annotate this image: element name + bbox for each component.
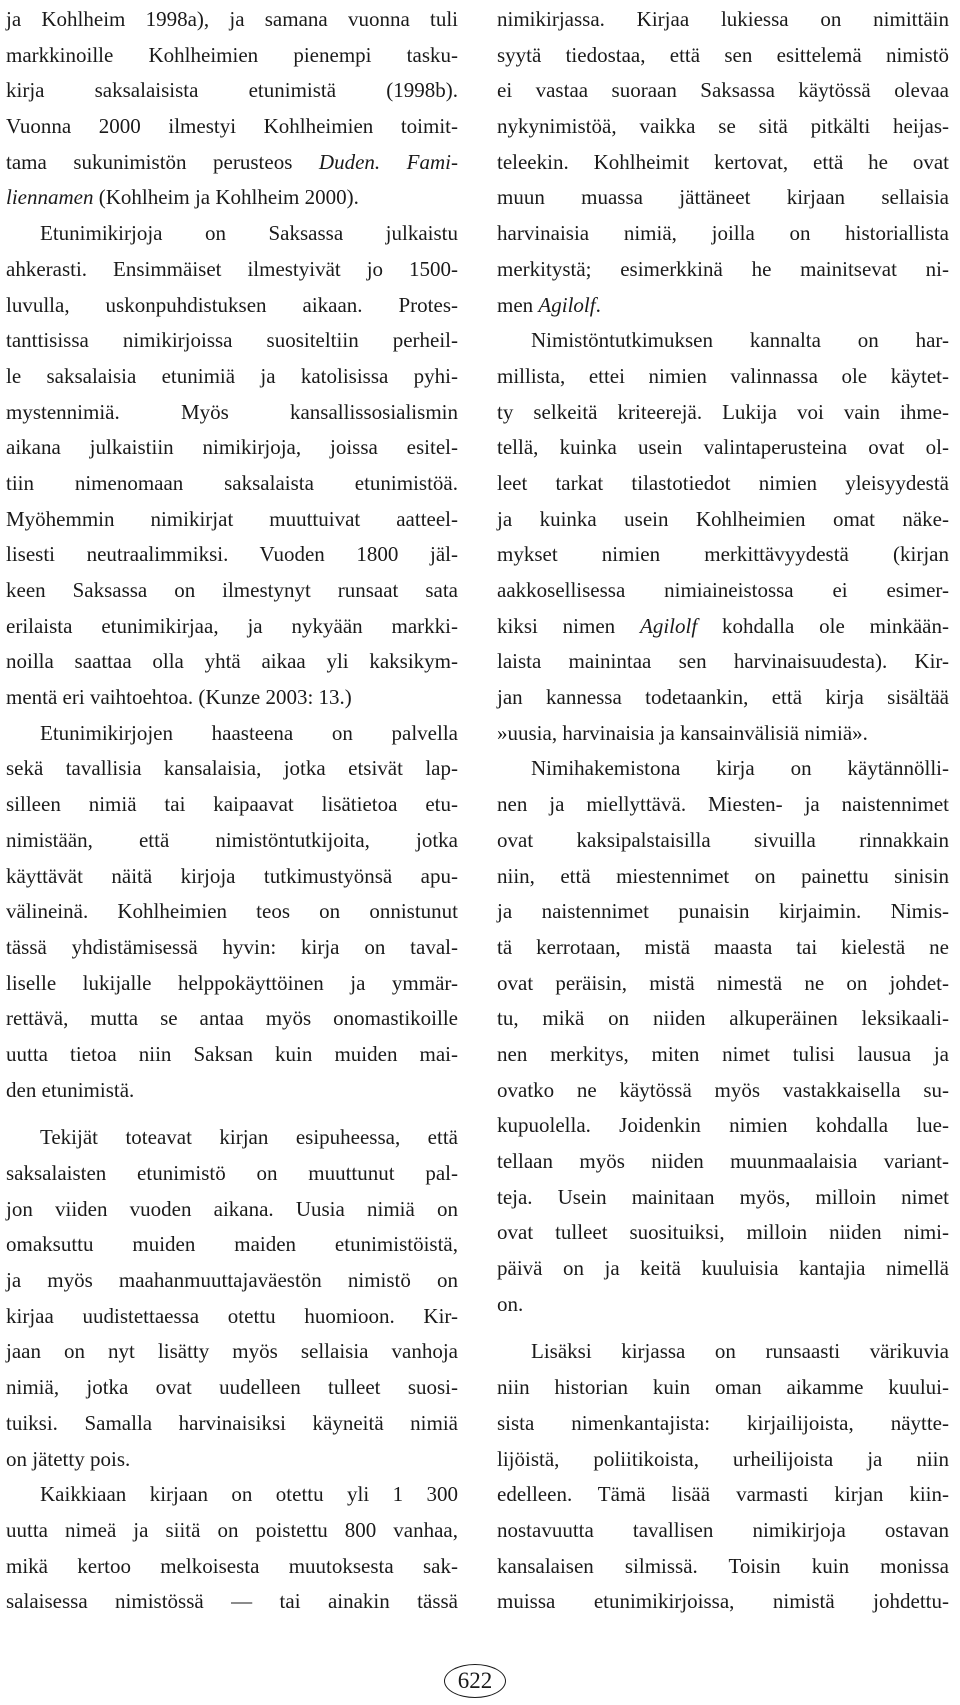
left-column [6,2,458,1620]
text-line [497,1513,949,1549]
line-text: ja Kohlheim 1998a), ja samana vuonna tuli [6,7,458,31]
text-line [497,573,949,609]
paragraph-gap [497,1322,949,1334]
line-text: sista nimenkantajista: kirjailijoista, näytte- [497,1410,949,1435]
line-text: tuiksi. Samalla harvinaisiksi käyneitä nimiä [6,1410,458,1435]
text-line [497,38,949,74]
text-line [6,609,458,645]
line-text: salaisessa nimistössä — tai ainakin tässä [6,1589,458,1614]
text-line [497,323,949,359]
text-line [497,716,949,752]
text-line [497,252,949,288]
line-text: kupuolella. Joidenkin nimien kohdalla lue- [497,1113,949,1138]
text-line [6,38,458,74]
text-line [6,716,458,752]
line-text: silleen nimiä tai kaipaavat lisätietoa etu- [6,792,458,817]
line-text: on jätetty pois. [6,1446,131,1471]
line-text: nen ja miellyttävä. Miesten- ja naistennimet [497,792,949,817]
line-text: mentä eri vaihtoehtoa. (Kunze 2003: 13.) [6,685,352,710]
line-text: leet tarkat tilastotiedot nimien yleisyydestä [497,470,949,495]
text-line [497,1442,949,1478]
line-text: uutta tietoa niin Saksan kuin muiden mai- [6,1041,458,1066]
italic-text: Duden. Fami- [318,149,458,174]
line-text: laista mainintaa sen harvinaisuudesta). Kir- [497,649,949,674]
line-text: syytä tiedostaa, että sen esittelemä nimistö [497,42,949,67]
line-text: Tekijät toteavat kirjan esipuheessa, että [40,1125,458,1150]
text-line [497,644,949,680]
text-line [6,359,458,395]
text-line [6,1073,458,1109]
line-text: tama sukunimistön perusteos [6,149,319,174]
line-text: millista, ettei nimien valinnassa ole käytet- [497,363,949,388]
text-line [6,502,458,538]
line-text: noilla saattaa olla yhtä aikaa yli kaksikym- [6,649,458,674]
line-text: merkitystä; esimerkkinä he mainitsevat ni- [497,256,949,281]
line-text: harvinaisia nimiä, joilla on historiallista [497,221,949,246]
text-line [497,180,949,216]
line-text: ovat kaksipalstaisilla sivuilla rinnakkain [497,827,949,852]
line-text: den etunimistä. [6,1077,135,1102]
line-text: erilaista etunimikirjaa, ja nykyään markki- [6,613,458,638]
line-text: markkinoille Kohlheimien pienempi tasku- [6,42,458,67]
line-text: niin, että miestennimet on painettu sinisin [497,863,949,888]
text-line [497,288,949,324]
text-line [6,966,458,1002]
text-line [497,109,949,145]
line-text: tä kerrotaan, mistä maasta tai kielestä ne [497,934,949,959]
text-line [497,1370,949,1406]
line-text: Kaikkiaan kirjaan on otettu yli 1 300 [40,1482,458,1507]
text-line [497,1108,949,1144]
line-text: edelleen. Tämä lisää varmasti kirjan kiin- [497,1482,949,1507]
text-line [6,1442,458,1478]
line-text: uutta nimeä ja siitä on poistettu 800 vanhaa, [6,1517,458,1542]
text-line [497,2,949,38]
line-text: niin historian kuin oman aikamme kuului- [497,1375,949,1400]
text-line [6,145,458,181]
text-line [497,930,949,966]
text-line [6,573,458,609]
text-line [497,1334,949,1370]
text-line [497,966,949,1002]
line-text: kohdalla ole minkään- [697,613,949,638]
text-line [497,395,949,431]
text-line [6,1299,458,1335]
line-text: tellä, kuinka usein valintaperusteina ovat ol- [497,435,949,460]
text-line [6,751,458,787]
line-text: omaksuttu muiden maiden etunimistöistä, [6,1232,458,1257]
line-text: kansalaisen silmissä. Toisin kuin monissa [497,1553,949,1578]
text-line [6,216,458,252]
line-text: aikana julkaistiin nimikirjoja, joissa esitel- [6,435,458,460]
line-text: (Kohlheim ja Kohlheim 2000). [93,185,359,210]
text-line [497,1180,949,1216]
line-text: ty selkeitä kriteerejä. Lukija voi vain ihme- [497,399,949,424]
line-text: välineinä. Kohlheimien teos on onnistunut [6,899,458,924]
line-text: teja. Usein mainitaan myös, milloin nimet [497,1184,949,1209]
text-line [497,1073,949,1109]
line-text: ei vastaa suoraan Saksassa käytössä olevaa [497,78,949,103]
text-line [497,359,949,395]
line-text: ja naistennimet punaisin kirjaimin. Nimis- [497,899,949,924]
text-line [497,1037,949,1073]
line-text: Etunimikirjoja on Saksassa julkaistu [40,221,458,246]
text-line [497,609,949,645]
line-text: lisesti neutraalimmiksi. Vuoden 1800 jäl- [6,542,458,567]
line-text: »uusia, harvinaisia ja kansainvälisiä nimiä». [497,720,868,745]
text-line [497,1584,949,1620]
text-line [6,930,458,966]
line-text: jon viiden vuoden aikana. Uusia nimiä on [6,1196,458,1221]
line-text: mykset nimien merkittävyydestä (kirjan [497,542,949,567]
page-number: 622 [444,1664,506,1698]
line-text: jaan on nyt lisätty myös sellaisia vanhoja [6,1339,458,1364]
text-line [497,1549,949,1585]
line-text: men [497,292,539,317]
text-line [6,323,458,359]
text-line [6,1406,458,1442]
text-line [6,1477,458,1513]
line-text: kirjaa uudistettaessa otettu huomioon. Kir- [6,1303,458,1328]
line-text: käyttävät näitä kirjoja tutkimustyönsä apu- [6,863,458,888]
line-text: nimiä, jotka ovat uudelleen tulleet suosi- [6,1375,458,1400]
line-text: Nimihakemistona kirja on käytännölli- [531,756,949,781]
paragraph-gap [6,1108,458,1120]
text-line [6,1513,458,1549]
line-text: mystennimiä. Myös kansallissosialismin [6,399,458,424]
text-line [497,1406,949,1442]
text-line [6,537,458,573]
text-line [497,216,949,252]
line-text: ovat tulleet suosituiksi, milloin niiden nimi- [497,1220,949,1245]
text-line [6,395,458,431]
line-text: jan kannessa todetaankin, että kirja sisältää [497,685,949,710]
line-text: ovatko ne käytössä myös vastakkaisella su- [497,1077,949,1102]
italic-text: liennamen [6,185,94,210]
line-text: tiin nimenomaan saksalaista etunimistöä. [6,470,458,495]
line-text: lijöistä, poliitikoista, urheilijoista ja niin [497,1446,949,1471]
text-line [6,180,458,216]
line-text: aakkosellisessa nimiaineistossa ei esimer- [497,578,949,602]
text-line [6,1192,458,1228]
text-line [6,1037,458,1073]
text-line [497,787,949,823]
right-column [497,2,949,1620]
text-line [6,1120,458,1156]
line-text: Etunimikirjojen haasteena on palvella [40,720,458,745]
line-text: muun muassa jättäneet kirjaan sellaisia [497,185,949,210]
line-text: nostavuutta tavallisen nimikirjoja ostavan [497,1517,949,1542]
text-line [6,1001,458,1037]
text-line [497,1001,949,1037]
text-line [497,502,949,538]
italic-text: Agilolf [538,292,596,317]
line-text: tu, mikä on niiden alkuperäinen leksikaali- [497,1006,949,1031]
line-text: keen Saksassa on ilmestynyt runsaat sata [6,578,458,602]
text-line [497,894,949,930]
text-line [6,2,458,38]
text-line [497,466,949,502]
line-text: tellaan myös niiden muunmaalaisia variant- [497,1149,949,1173]
text-line [6,1549,458,1585]
line-text: nen merkitys, miten nimet tulisi lausua ja [497,1041,949,1066]
text-line [6,1227,458,1263]
text-line [6,430,458,466]
italic-text: Agilolf [640,613,698,638]
text-line [6,1370,458,1406]
line-text: luvulla, uskonpuhdistuksen aikaan. Protes- [6,292,458,317]
text-line [6,73,458,109]
text-line [6,109,458,145]
line-text: kirja saksalaisista etunimistä (1998b). [6,78,458,103]
text-line [497,859,949,895]
line-text: . [595,292,601,317]
text-line [6,1584,458,1620]
line-text: ahkerasti. Ensimmäiset ilmestyivät jo 1500- [6,256,458,281]
text-line [6,466,458,502]
text-line [497,145,949,181]
line-text: Vuonna 2000 ilmestyi Kohlheimien toimit- [6,114,458,139]
text-line [497,751,949,787]
text-line [497,1287,949,1323]
line-text: on. [497,1291,524,1316]
text-line [497,680,949,716]
line-text: nimistään, että nimistöntutkijoita, jotka [6,827,458,852]
line-text: Nimistöntutkimuksen kannalta on har- [531,328,949,353]
line-text: ovat peräisin, mistä nimestä ne on johdet- [497,970,949,995]
text-line [6,1263,458,1299]
line-text: liselle lukijalle helppokäyttöinen ja ymmär- [6,970,458,995]
line-text: nykynimistöä, vaikka se sitä pitkälti heijas- [497,114,949,139]
text-line [6,859,458,895]
line-text: Lisäksi kirjassa on runsaasti värikuvia [531,1339,949,1364]
line-text: Myöhemmin nimikirjat muuttuivat aatteel- [6,506,458,531]
text-line [6,1334,458,1370]
line-text: sekä tavallisia kansalaisia, jotka etsivät lap- [6,756,458,781]
line-text: mikä kertoo melkoisesta muutoksesta sak- [6,1553,458,1578]
line-text: rettävä, mutta se antaa myös onomastikoille [6,1006,458,1031]
text-line [6,787,458,823]
text-line [6,288,458,324]
line-text: le saksalaisia etunimiä ja katolisissa pyhi- [6,363,458,388]
line-text: ja myös maahanmuuttajaväestön nimistö on [6,1268,458,1293]
line-text: ja kuinka usein Kohlheimien omat näke- [497,506,949,531]
text-line [497,1144,949,1180]
text-line [6,1156,458,1192]
text-line [497,430,949,466]
text-line [6,894,458,930]
text-line [497,1251,949,1287]
text-line [497,823,949,859]
text-line [497,1215,949,1251]
line-text: nimikirjassa. Kirjaa lukiessa on nimittäin [497,7,949,31]
line-text: päivä on ja keitä kuuluisia kantajia nimellä [497,1256,949,1281]
text-line [497,537,949,573]
line-text: teleekin. Kohlheimit kertovat, että he ovat [497,149,949,174]
text-line [6,644,458,680]
text-line [497,1477,949,1513]
line-text: muissa etunimikirjoissa, nimistä johdettu- [497,1589,949,1614]
text-line [6,252,458,288]
line-text: tanttisissa nimikirjoissa suositeltiin perheil- [6,328,458,353]
line-text: kiksi nimen [497,613,641,638]
line-text: tässä yhdistämisessä hyvin: kirja on taval- [6,934,458,959]
text-line [497,73,949,109]
line-text: saksalaisten etunimistö on muuttunut pal- [6,1161,458,1185]
text-line [6,823,458,859]
text-line [6,680,458,716]
